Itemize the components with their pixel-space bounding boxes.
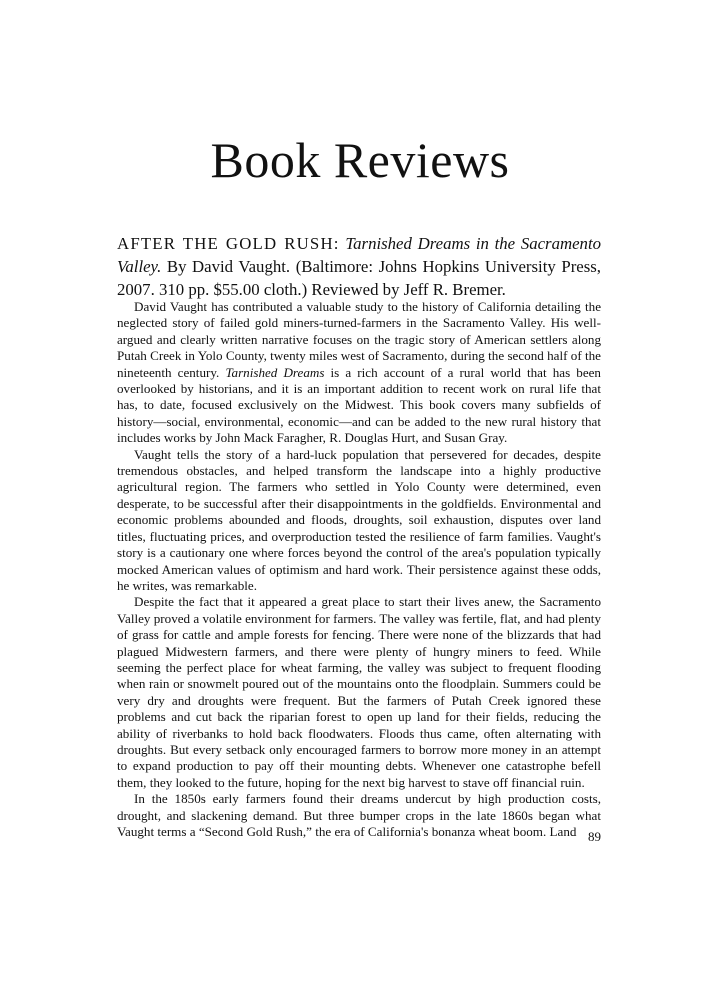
paragraph-2 <box>117 447 601 595</box>
paragraph-4 <box>117 791 601 840</box>
paragraph-text: Vaught tells the story of a hard-luck population that persevered for decades, despite tremendous obstacles, and helped transform the landscape into a highly productive agricultural region. The farmers who settled in Yolo County were determined, even desperate, to be successful after their disappointments in the goldfields. Environmental and economic problems abounded and floods, droughts, soil exhaustion, disputes over land titles, fluctuating prices, and overproduction tested the resilience of farm families. Vaught's story is a cautionary one where forces beyond the control of the area's population typically mocked American values of optimism and hard work. Their persistence against these odds, he writes, was remarkable. <box>117 446 601 593</box>
paragraph-1 <box>117 299 601 447</box>
book-title: AFTER THE GOLD RUSH: <box>117 234 340 253</box>
paragraph-text: In the 1850s early farmers found their dreams undercut by high production costs, drought, and slackening demand. But three bumper crops in the late 1860s began what Vaught terms a “Second Gold Rush,” the era of California's bonanza wheat boom. Land <box>117 791 601 839</box>
reviewer: Reviewed by Jeff R. Bremer. <box>311 280 506 299</box>
page-title: Book Reviews <box>210 132 510 188</box>
paragraph-text: is a rich account of a rural world that has been overlooked by historians, and it is an important addition to recent work on rural life that has, to date, focused exclusively on the Midwest. This book covers many subfields of history—social, environmental, economic—and can be added to the new rural history that includes works by John Mack Faragher, R. Douglas Hurt, and Susan Gray. <box>117 364 601 446</box>
page-number: 89 <box>588 829 601 844</box>
book-author: By David Vaught. <box>166 257 291 276</box>
publication-info: (Baltimore: Johns Hopkins University Press, 2007. 310 pp. $55.00 cloth.) <box>117 257 601 299</box>
paragraph-text: David Vaught has contributed a valuable study to the history of California detailing the neglected story of failed gold miners-turned-farmers in the Sacramento Valley. His well-argued and clearly written narrative focuses on the tragic story of American settlers along Putah Creek in Yolo County, twenty miles west of Sacramento, during the second half of the nineteenth century. <box>117 299 601 380</box>
review-heading <box>117 232 601 301</box>
book-title-italic: Tarnished Dreams <box>225 364 325 380</box>
book-subtitle: Tarnished Dreams in the Sacramento Valley. <box>117 234 601 276</box>
paragraph-3 <box>117 594 601 791</box>
review-body <box>117 299 601 840</box>
paragraph-text: Despite the fact that it appeared a great place to start their lives anew, the Sacramento Valley proved a volatile environment for farmers. The valley was fertile, flat, and had plenty of grass for cattle and ample forests for fencing. There were none of the blizzards that had plagued Midwestern farmers, and there were plenty of hungry miners to feed. While seeming the perfect place for wheat farming, the valley was subject to frequent flooding when rain or snowmelt poured out of the mountains onto the floodplain. Summers could be very dry and droughts were frequent. But the farmers of Putah Creek ignored these problems and cut back the riparian forest to open up land for their fields, reducing the ability of riverbanks to hold back floodwaters. Floods thus came, often alternating with droughts. But every setback only encouraged farmers to borrow more money in an attempt to expand production to pay off their mounting debts. Whenever one catastrophe befell them, they looked to the future, hoping for the next big harvest to stave off financial ruin. <box>117 594 601 790</box>
